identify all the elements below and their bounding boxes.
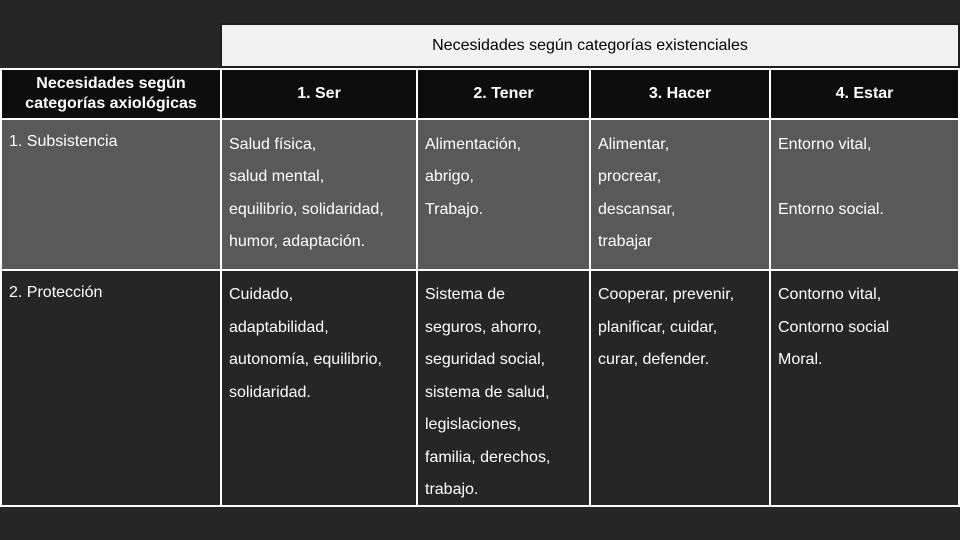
row-label-subsistencia [0,118,222,271]
cell-line: planificar, cuidar, [598,319,718,336]
cell-proteccion-tener [416,269,591,507]
existential-categories-title: Necesidades según categorías existenciales [432,36,748,54]
cell-line: Contorno social [778,319,890,336]
cell-line: equilibrio, solidaridad, [229,201,384,218]
cell-line: familia, derechos, [425,449,551,466]
cell-line: autonomía, equilibrio, [229,351,382,368]
cell-line: descansar, [598,201,676,218]
cell-line: Salud física, [229,136,317,153]
cell-line: solidaridad. [229,384,311,401]
cell-line: Cuidado, [229,286,294,303]
column-header-label: 4. Estar [835,85,894,102]
column-header-ser [220,68,418,120]
cell-line: adaptabilidad, [229,319,329,336]
row-label-proteccion [0,269,222,507]
row-label-text: 2. Protección [9,284,103,301]
cell-line: seguridad social, [425,351,546,368]
row-label-text: 1. Subsistencia [9,133,118,150]
cell-line: legislaciones, [425,416,522,433]
column-header-hacer [589,68,771,120]
axiological-categories-header [0,68,222,120]
column-header-label: 3. Hacer [648,85,712,102]
cell-line: curar, defender. [598,351,710,368]
cell-line: seguros, ahorro, [425,319,542,336]
cell-line: procrear, [598,168,662,185]
cell-line: humor, adaptación. [229,233,366,250]
cell-line: trabajo. [425,481,479,498]
cell-proteccion-hacer [589,269,771,507]
cell-line: Alimentar, [598,136,670,153]
cell-line: trabajar [598,233,653,250]
cell-line: Cooperar, prevenir, [598,286,735,303]
axiological-categories-title: Necesidades según categorías axiológicas [25,75,197,112]
cell-proteccion-ser [220,269,418,507]
column-header-tener [416,68,591,120]
cell-line: Contorno vital, [778,286,882,303]
column-header-label: 1. Ser [297,85,341,102]
cell-line: Sistema de [425,286,506,303]
cell-subsistencia-ser [220,118,418,271]
column-header-label: 2. Tener [473,85,534,102]
cell-line: salud mental, [229,168,325,185]
cell-line: Moral. [778,351,823,368]
cell-line: Entorno vital, [778,136,872,153]
cell-subsistencia-estar [769,118,960,271]
cell-proteccion-estar [769,269,960,507]
cell-subsistencia-hacer [589,118,771,271]
cell-line: Trabajo. [425,201,484,218]
cell-line: abrigo, [425,168,474,185]
cell-subsistencia-tener [416,118,591,271]
existential-categories-header [220,23,960,68]
cell-line: Alimentación, [425,136,522,153]
cell-line: Entorno social. [778,201,884,218]
column-header-estar [769,68,960,120]
cell-line: sistema de salud, [425,384,550,401]
